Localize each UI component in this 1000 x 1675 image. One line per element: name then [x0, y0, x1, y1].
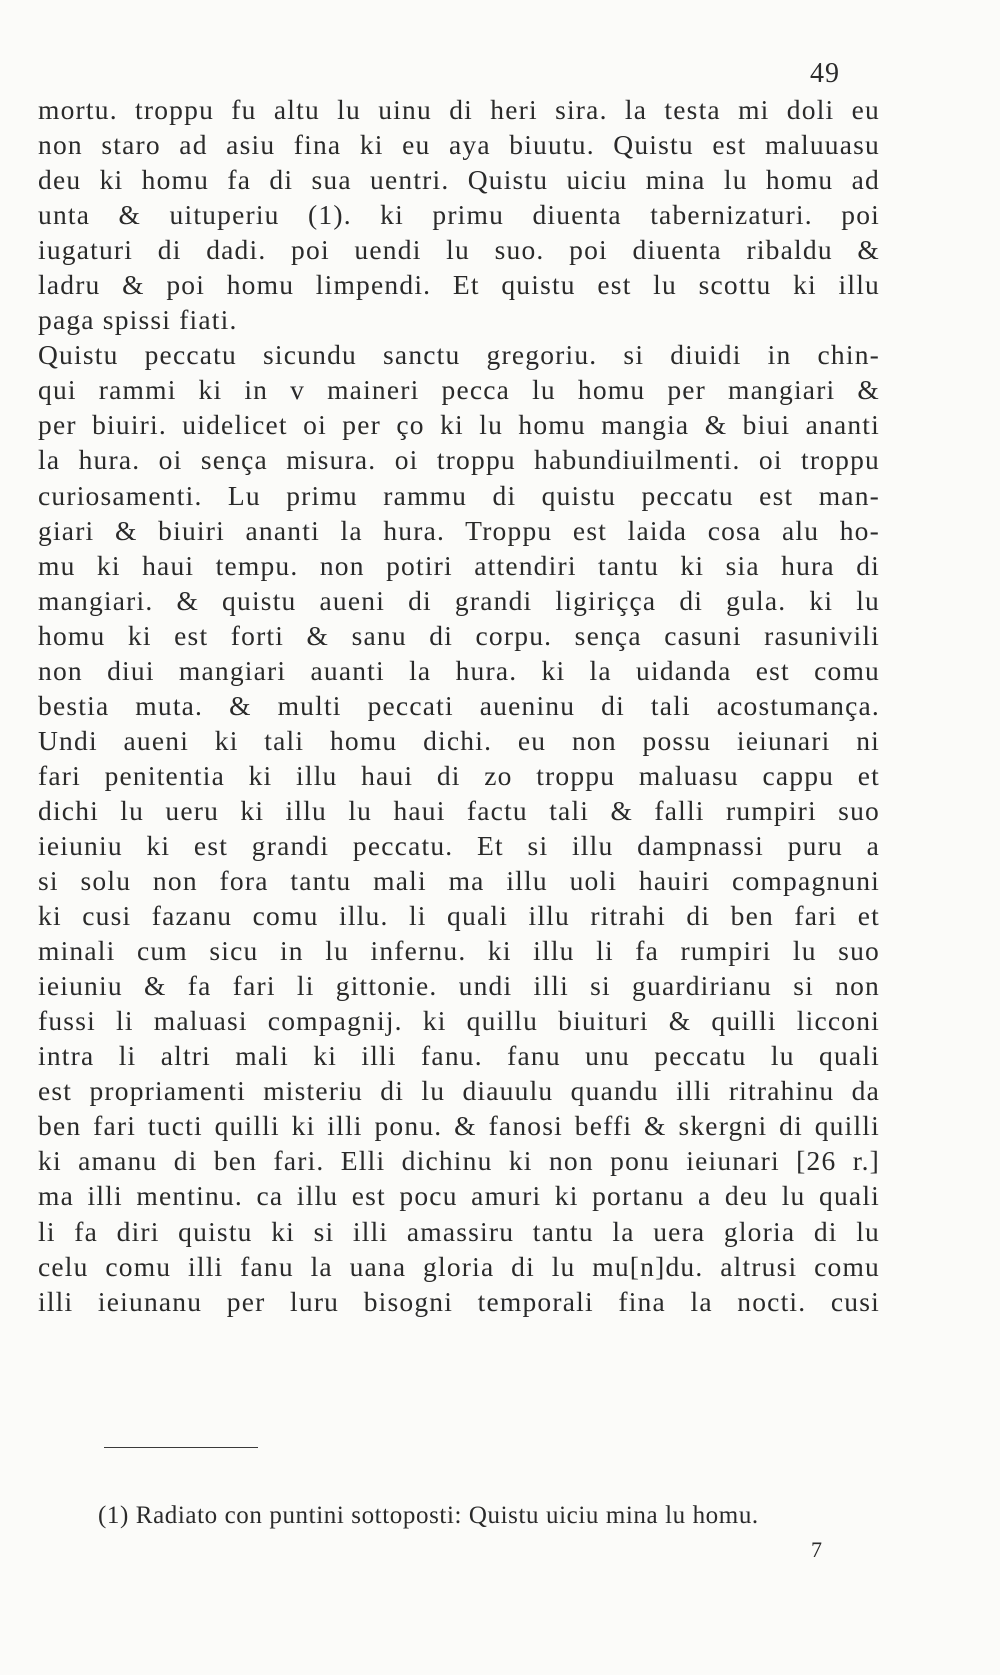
- text-line: ki amanu di ben fari. Elli dichinu ki non ponu ieiunari [26 r.]: [38, 1145, 880, 1177]
- text-line: Quistu peccatu sicundu sanctu gregoriu. si diuidi in chin-: [38, 339, 880, 371]
- text-line: ieiuniu & fa fari li gittonie. undi illi si guardirianu si non: [38, 970, 880, 1002]
- text-line: ma illi mentinu. ca illu est pocu amuri ki portanu a deu lu quali: [38, 1180, 880, 1212]
- text-line: intra li altri mali ki illi fanu. fanu unu peccatu lu quali: [38, 1040, 880, 1072]
- text-line: giari & biuiri ananti la hura. Troppu est laida cosa alu ho-: [38, 514, 880, 546]
- text-line: celu comu illi fanu la uana gloria di lu mu[n]du. altrusi comu: [38, 1250, 880, 1282]
- text-line: non diui mangiari auanti la hura. ki la uidanda est comu: [38, 654, 880, 686]
- text-line: ladru & poi homu limpendi. Et quistu est lu scottu ki illu: [38, 269, 880, 301]
- text-line: est propriamenti misteriu di lu diauulu quandu illi ritrahinu da: [38, 1075, 880, 1107]
- signature-mark: 7: [811, 1537, 822, 1562]
- text-line: mangiari. & quistu aueni di grandi ligiriçça di gula. ki lu: [38, 584, 880, 616]
- footnote-rule: [104, 1447, 258, 1448]
- text-line: non staro ad asiu fina ki eu aya biuutu. Quistu est maluuasu: [38, 129, 880, 161]
- body-text: [38, 92, 880, 1319]
- text-line: paga spissi fiati.: [38, 304, 238, 336]
- text-line: dichi lu ueru ki illu lu haui factu tali & falli rumpiri suo: [38, 794, 880, 826]
- text-line: li fa diri quistu ki si illi amassiru tantu la uera gloria di lu: [38, 1215, 880, 1247]
- text-line: Undi aueni ki tali homu dichi. eu non possu ieiunari ni: [38, 724, 880, 756]
- text-line: homu ki est forti & sanu di corpu. sença casuni rasunivili: [38, 619, 880, 651]
- text-line: per biuiri. uidelicet oi per ço ki lu homu mangia & biui ananti: [38, 409, 880, 441]
- text-line: deu ki homu fa di sua uentri. Quistu uiciu mina lu homu ad: [38, 164, 880, 196]
- text-line: la hura. oi sença misura. oi troppu habundiuilmenti. oi troppu: [38, 444, 880, 476]
- text-line: fussi li maluasi compagnij. ki quillu biuituri & quilli licconi: [38, 1005, 880, 1037]
- text-line: iugaturi di dadi. poi uendi lu suo. poi diuenta ribaldu &: [38, 234, 880, 266]
- text-line: ben fari tucti quilli ki illi ponu. & fanosi beffi & skergni di quilli: [38, 1110, 880, 1142]
- text-line: mu ki haui tempu. non potiri attendiri tantu ki sia hura di: [38, 549, 880, 581]
- text-line: unta & uituperiu (1). ki primu diuenta tabernizaturi. poi: [38, 199, 880, 231]
- page-number: 49: [810, 58, 840, 89]
- text-line: si solu non fora tantu mali ma illu uoli hauiri compagnuni: [38, 865, 880, 897]
- text-line: qui rammi ki in v maineri pecca lu homu per mangiari &: [38, 374, 880, 406]
- text-line: minali cum sicu in lu infernu. ki illu li fa rumpiri lu suo: [38, 935, 880, 967]
- footnote: (1) Radiato con puntini sottoposti: Quistu uiciu mina lu homu.: [98, 1502, 759, 1529]
- text-line: fari penitentia ki illu haui di zo troppu maluasu cappu et: [38, 759, 880, 791]
- text-line: mortu. troppu fu altu lu uinu di heri sira. la testa mi doli eu: [38, 94, 880, 125]
- text-line: ieiuniu ki est grandi peccatu. Et si illu dampnassi puru a: [38, 829, 880, 861]
- text-line: illi ieiunanu per luru bisogni temporali fina la nocti. cusi: [38, 1285, 880, 1317]
- text-line: ki cusi fazanu comu illu. li quali illu ritrahi di ben fari et: [38, 900, 880, 932]
- text-line: bestia muta. & multi peccati aueninu di tali acostumança.: [38, 689, 880, 721]
- text-line: curiosamenti. Lu primu rammu di quistu peccatu est man-: [38, 479, 880, 511]
